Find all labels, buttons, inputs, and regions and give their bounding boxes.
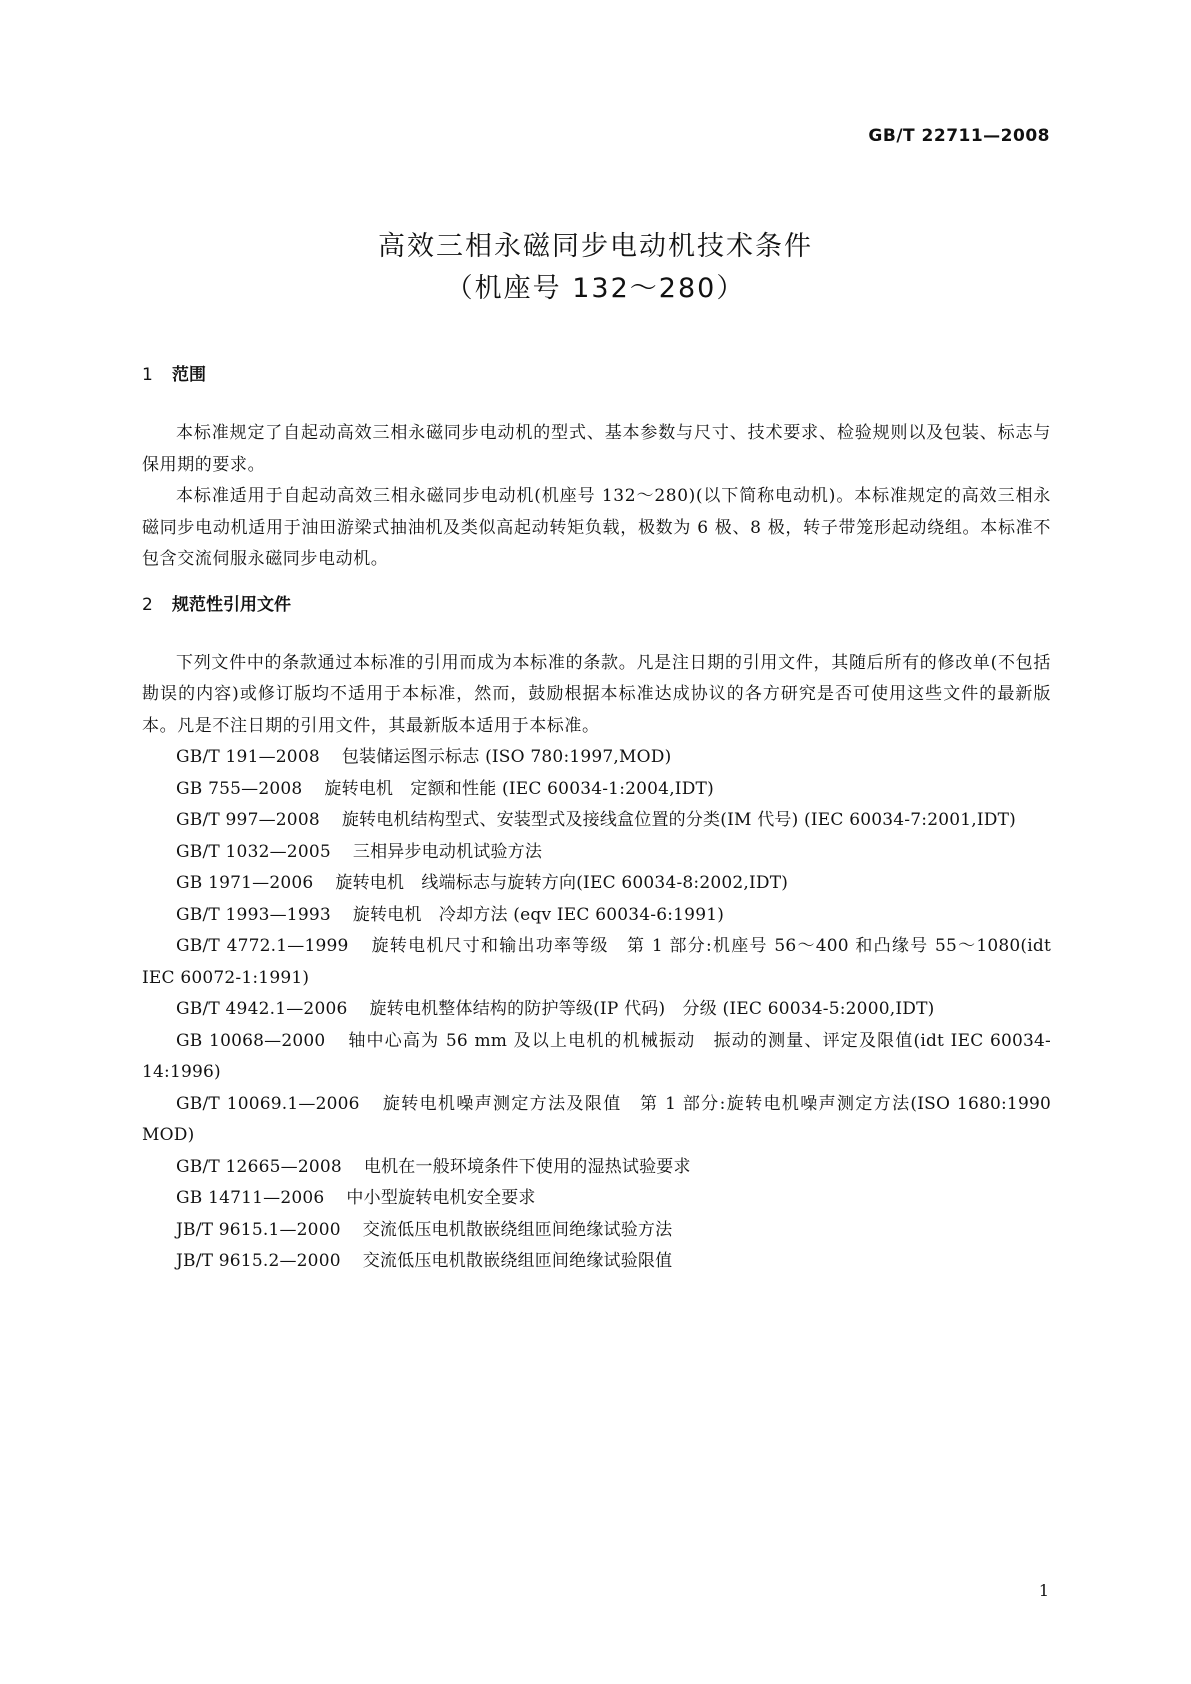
- reference-item: [142, 1152, 1051, 1184]
- reference-code: GB 1971—2006: [176, 873, 314, 893]
- normative-refs-intro: 下列文件中的条款通过本标准的引用而成为本标准的条款。凡是注日期的引用文件，其随后所有的修改单(不包括勘误的内容)或修订版均不适用于本标准，然而，鼓励根据本标准达成协议的各方研究是否可使用这些文件的最新版本。凡是不注日期的引用文件，其最新版本适用于本标准。: [142, 652, 1051, 736]
- reference-code: GB/T 997—2008: [176, 810, 320, 830]
- reference-code: JB/T 9615.1—2000: [176, 1219, 341, 1240]
- reference-title: 旋转电机 冷却方法 (eqv IEC 60034-6:1991): [352, 904, 725, 925]
- section-title: 规范性引用文件: [172, 594, 291, 615]
- document-body: [142, 362, 1051, 1278]
- reference-title: 电机在一般环境条件下使用的湿热试验要求: [363, 1156, 691, 1177]
- reference-title: 旋转电机 线端标志与旋转方向(IEC 60034-8:2002,IDT): [335, 873, 789, 893]
- reference-item: [142, 1215, 1051, 1247]
- section-number: 2: [142, 594, 153, 615]
- reference-item: [142, 774, 1051, 806]
- reference-code: GB/T 4772.1—1999: [176, 936, 349, 956]
- section-title: 范围: [172, 365, 206, 385]
- reference-title: 轴中心高为 56 mm 及以上电机的机械振动 振动的测量、评定及限值(idt IEC 60034-14:1996): [142, 1030, 1052, 1082]
- reference-item: [142, 1089, 1051, 1152]
- reference-code: GB/T 1032—2005: [176, 841, 331, 862]
- reference-item: [142, 931, 1051, 994]
- reference-title: 旋转电机尺寸和输出功率等级 第 1 部分:机座号 56～400 和凸缘号 55～1080(idt IEC 60072-1:1991): [142, 936, 1052, 988]
- reference-code: GB 14711—2006: [176, 1188, 325, 1208]
- reference-code: GB/T 12665—2008: [176, 1156, 342, 1177]
- reference-code: GB/T 191—2008: [176, 747, 320, 767]
- reference-title: 旋转电机整体结构的防护等级(IP 代码) 分级 (IEC 60034-5:2000,IDT): [369, 999, 935, 1019]
- reference-item: [142, 1183, 1051, 1215]
- section-number: 1: [142, 365, 153, 385]
- reference-item: [142, 1246, 1051, 1278]
- reference-code: GB/T 4942.1—2006: [176, 999, 348, 1019]
- section-heading-normative-refs: [142, 592, 1051, 619]
- reference-item: [142, 900, 1051, 932]
- reference-code: JB/T 9615.2—2000: [176, 1251, 341, 1271]
- standard-code: GB/T 22711—2008: [868, 126, 1050, 146]
- reference-title: 中小型旋转电机安全要求: [346, 1188, 536, 1208]
- reference-code: GB/T 10069.1—2006: [176, 1093, 360, 1114]
- reference-title: 交流低压电机散嵌绕组匝间绝缘试验方法: [362, 1219, 673, 1240]
- reference-item: [142, 837, 1051, 869]
- reference-title: 包装储运图示标志 (ISO 780:1997,MOD): [341, 747, 672, 767]
- reference-title: 旋转电机结构型式、安装型式及接线盒位置的分类(IM 代号) (IEC 60034-7:2001,IDT): [341, 810, 1016, 830]
- section-heading-scope: [142, 362, 1051, 389]
- document-title: [0, 226, 1191, 310]
- title-line-1: 高效三相永磁同步电动机技术条件: [378, 231, 813, 262]
- scope-paragraph: 本标准适用于自起动高效三相永磁同步电动机(机座号 132～280)(以下简称电动机)。本标准规定的高效三相永磁同步电动机适用于油田游梁式抽油机及类似高起动转矩负载，极数为 6 极、8 极，转子带笼形起动绕组。本标准不包含交流伺服永磁同步电动机。: [142, 486, 1051, 569]
- page-number: 1: [1038, 1581, 1049, 1600]
- reference-code: GB 10068—2000: [176, 1030, 326, 1051]
- reference-item: [142, 868, 1051, 900]
- reference-title: 三相异步电动机试验方法: [352, 841, 543, 862]
- reference-item: [142, 805, 1051, 837]
- reference-item: [142, 1026, 1051, 1089]
- reference-title: 旋转电机 定额和性能 (IEC 60034-1:2004,IDT): [324, 778, 714, 799]
- reference-title: 交流低压电机散嵌绕组匝间绝缘试验限值: [362, 1251, 673, 1271]
- title-line-2: （机座号 132～280）: [445, 273, 746, 304]
- reference-code: GB 755—2008: [176, 778, 303, 799]
- scope-paragraph: 本标准规定了自起动高效三相永磁同步电动机的型式、基本参数与尺寸、技术要求、检验规则以及包装、标志与保用期的要求。: [142, 423, 1051, 475]
- reference-item: [142, 994, 1051, 1026]
- reference-item: [142, 742, 1051, 774]
- reference-code: GB/T 1993—1993: [176, 904, 331, 925]
- reference-title: 旋转电机噪声测定方法及限值 第 1 部分:旋转电机噪声测定方法(ISO 1680:1990 MOD): [142, 1093, 1051, 1145]
